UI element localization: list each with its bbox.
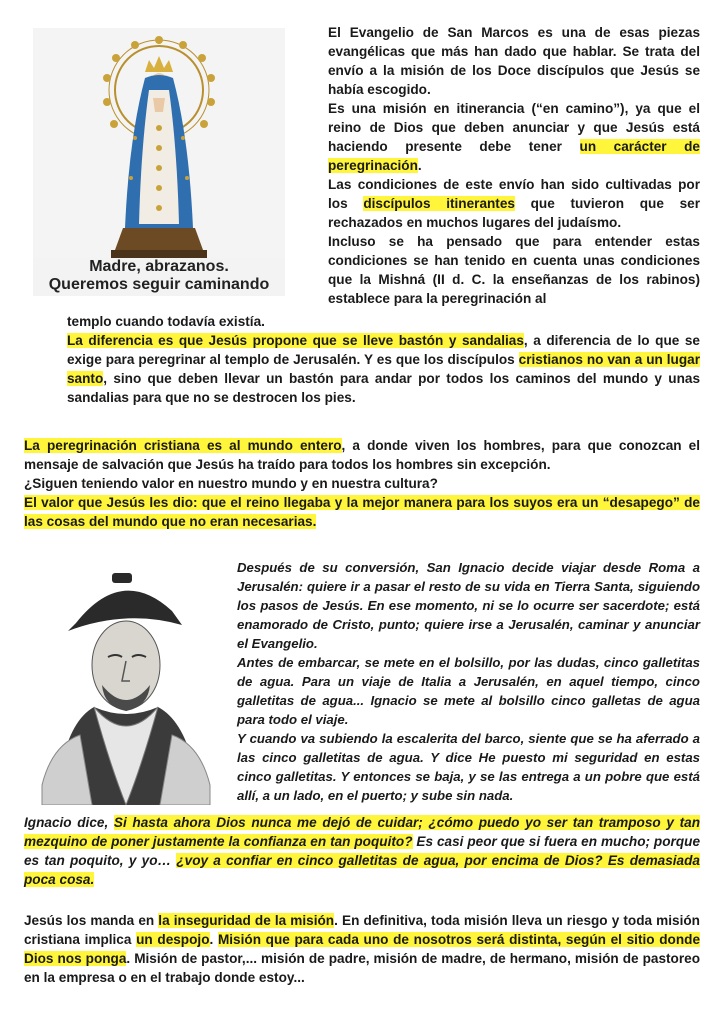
paragraph-8 [24,493,700,531]
closing-text [24,911,700,987]
ignacio-dice: Ignacio dice, [24,815,114,830]
closing-d: . Misión de pastor,... misión de padre, misión de madre, de hermano, misión de pastoreo en la empresa o en el trabajo donde estoy... [24,951,700,985]
paragraph-5-a: , a diferencia de lo que se exige para peregrinar al templo de Jerusalén. Y es que los discípulos [67,333,700,367]
highlight-mision-distinta: Misión que para cada uno de nosotros será distinta, según el sitio donde Dios nos ponga [24,932,701,966]
paragraph-4-cont: templo cuando todavía existía. [67,314,265,329]
paragraph-2-a: Es una misión en itinerancia (“en camino”), ya que el reino de Dios que deben anunciar y que Jesús está haciendo presente debe tener [328,101,700,154]
closing-c: . [209,932,218,947]
closing-b: . En definitiva, toda misión lleva un riesgo y toda misión cristiana implica [24,913,700,947]
continued-text [67,312,700,407]
ignacio-paragraph-4-b: Es casi peor que si fuera en mucho; porque es tan poquito, y yo… [24,834,700,868]
closing-a: Jesús los manda en [24,913,159,928]
ignacio-quote [24,813,700,889]
paragraph-3-a: Las condiciones de este envío han sido cultivadas por los [328,177,700,211]
highlight-desapego: El valor que Jesús les dio: que el reino llegaba y la mejor manera para los suyos era un “desapego” de las cosas del mundo que no eran necesarias. [24,495,700,529]
middle-text [24,436,700,531]
paragraph-1: El Evangelio de San Marcos es una de esas piezas evangélicas que más han dado que hablar. Se trata del envío a la misión de los Doce discípulos que Jesús se había escogido. [328,25,700,97]
ignacio-paragraph-4 [24,813,700,889]
paragraph-4: Incluso se ha pensado que para entender estas condiciones se han tenido en cuenta unas condiciones que la Mishná (II d. C. la enseñanzas de los rabinos) establece para la peregrinación al [328,234,700,306]
paragraph-6 [24,436,700,474]
paragraph-2-b: . [417,158,422,173]
virgin-statue-image [33,28,285,296]
ignacio-story-column [237,558,700,805]
highlight-peregrinacion: un carácter de peregrinación [328,139,700,173]
highlight-despojo: un despojo [136,932,210,947]
image-caption [33,258,285,294]
closing-paragraph [24,911,700,987]
highlight-discipulos-itinerantes: discípulos itinerantes [363,196,515,211]
paragraph-3 [328,175,700,232]
caption-line-1: Madre, abrazanos. [89,258,229,275]
highlight-baston-sandalias: La diferencia es que Jesús propone que se lleve bastón y sandalias [67,333,524,348]
ignacio-paragraph-2: Antes de embarcar, se mete en el bolsillo, por las dudas, cinco galletitas de agua. Para un viaje de Italia a Jerusalén, en aquel tiempo, cinco galletitas de agua... Ignacio se mete al bolsillo cinco galletas de agua para todo el viaje. [237,655,700,727]
highlight-lugar-santo: cristianos no van a un lugar santo [67,352,700,386]
san-ignacio-portrait [22,565,230,805]
paragraph-3-b: que tuvieron que ser rechazados en muchos lugares del judaísmo. [328,196,700,230]
intro-text-column [328,23,700,308]
paragraph-5-b: , sino que deben llevar un bastón para andar por todos los caminos del mundo y unas sandalias para que no se destrocen los pies. [67,371,700,405]
paragraph-5 [67,331,700,407]
paragraph-2 [328,99,700,175]
highlight-mundo-entero: La peregrinación cristiana es al mundo entero [24,438,342,453]
paragraph-7: ¿Siguen teniendo valor en nuestro mundo y en nuestra cultura? [24,476,438,491]
ignacio-paragraph-1: Después de su conversión, San Ignacio decide viajar desde Roma a Jerusalén: quiere ir a pasar el resto de su vida en Tierra Santa, siguiendo los pasos de Jesús. En ese momento, ni se lo ocurre ser sacerdote; está enamorado de Cristo, punto; quiere irse a Jerusalén, caminar y anunciar el Evangelio. [237,560,700,651]
highlight-inseguridad: la inseguridad de la misión [158,913,335,928]
paragraph-6-a: , a donde viven los hombres, para que conozcan el mensaje de salvación que Jesús ha traído para todos los hombres sin excepción. [24,438,700,472]
ignacio-paragraph-3: Y cuando va subiendo la escalerita del barco, siente que se ha aferrado a las cinco galletitas de agua. Y dice He puesto mi seguridad en estas cinco galletitas. Y entonces se baja, y se las entrega a un pobre que está allí, a un lado, en el puerto; y sube sin nada. [237,731,700,803]
highlight-dios-cuidar: Si hasta ahora Dios nunca me dejó de cuidar; ¿cómo puedo yo ser tan tramposo y tan mezquino de poner justamente la confianza en tan poquito? [24,815,700,849]
highlight-galletitas: ¿voy a confiar en cinco galletitas de agua, por encima de Dios? Es demasiada poca cosa. [24,853,700,887]
caption-line-2: Queremos seguir caminando [48,276,270,293]
